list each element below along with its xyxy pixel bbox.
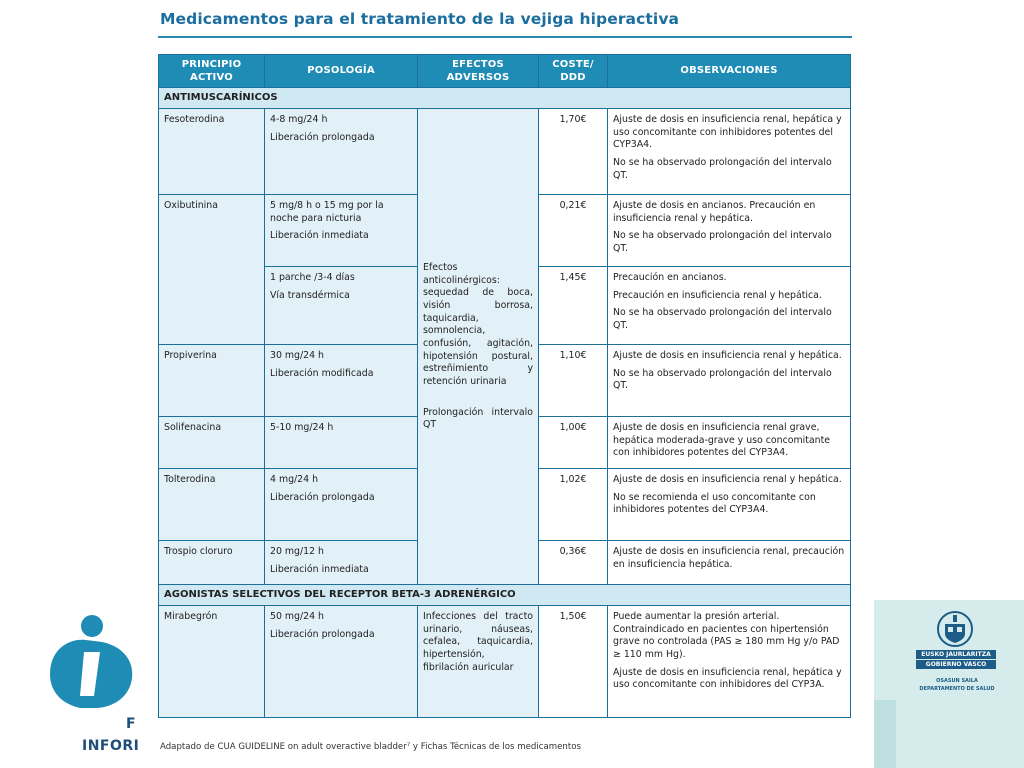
dose-line: Liberación prolongada [270, 628, 375, 640]
dose-cell [265, 469, 418, 541]
page-title: Medicamentos para el tratamiento de la vejiga hiperactiva [160, 10, 680, 28]
dose-cell [265, 541, 418, 585]
drug-name: Trospio cloruro [159, 541, 265, 585]
observation-line: No se ha observado prolongación del intervalo QT. [613, 157, 832, 181]
government-name-line: GOBIERNO VASCO [916, 660, 996, 669]
cost-cell: 1,70€ [539, 109, 608, 195]
observation-line: Puede aumentar la presión arterial. Contraindicado en pacientes con hipertensión grave no controlada (PAS ≥ 180 mm Hg y/o PAD ≥ 110 mm Hg). [613, 611, 840, 661]
section-label: AGONISTAS SELECTIVOS DEL RECEPTOR BETA-3 ADRENÉRGICO [159, 585, 851, 606]
observations-cell [608, 417, 851, 469]
dose-line: Liberación prolongada [270, 131, 375, 143]
dose-cell [265, 267, 418, 345]
table-row [159, 606, 851, 718]
shared-adverse-effects [418, 109, 539, 585]
effects-text: Infecciones del tracto urinario, náuseas, cefalea, taquicardia, hipertensión, fibrilación auricular [423, 611, 533, 673]
info-logo-icon [40, 612, 140, 708]
dose-line: Vía transdérmica [270, 289, 350, 301]
header-observaciones: OBSERVACIONES [608, 55, 851, 88]
observations-cell [608, 541, 851, 585]
observation-line: No se ha observado prolongación del intervalo QT. [613, 367, 832, 392]
header-principio-activo: PRINCIPIO ACTIVO [159, 55, 265, 88]
dose-line: Liberación inmediata [270, 230, 369, 242]
table-header-row [159, 55, 851, 88]
dose-cell [265, 417, 418, 469]
info-logo-text: INFORI [82, 738, 140, 754]
dose-cell [265, 195, 418, 267]
drug-name: Oxibutinina [159, 195, 265, 345]
title-rule [158, 36, 852, 38]
observation-line: Ajuste de dosis en ancianos. Precaución en insuficiencia renal y hepática. [613, 200, 816, 224]
drug-name: Propiverina [159, 345, 265, 417]
info-logo-letter: F [126, 716, 136, 732]
source-note: Adaptado de CUA GUIDELINE on adult overactive bladder⁷ y Fichas Técnicas de los medicamentos [160, 742, 581, 752]
cost-cell: 1,50€ [539, 606, 608, 718]
section-row [159, 88, 851, 109]
dose-cell [265, 109, 418, 195]
section-label: ANTIMUSCARÍNICOS [159, 88, 851, 109]
section-row [159, 585, 851, 606]
coat-of-arms-icon [936, 610, 974, 648]
observations-cell [608, 195, 851, 267]
observation-line: Ajuste de dosis en insuficiencia renal, hepática y uso concomitante con inhibidores del CYP3A. [613, 666, 842, 691]
dose-line: 20 mg/12 h [270, 546, 325, 557]
dose-line: 50 mg/24 h [270, 611, 325, 622]
cost-cell: 0,21€ [539, 195, 608, 267]
observation-line: Ajuste de dosis en insuficiencia renal, precaución en insuficiencia hepática. [613, 546, 845, 570]
dose-cell [265, 345, 418, 417]
observation-line: No se ha observado prolongación del intervalo QT. [613, 307, 832, 332]
government-name-line: EUSKO JAURLARITZA [916, 650, 996, 659]
observations-cell [608, 267, 851, 345]
observations-cell [608, 109, 851, 195]
effects-text: Prolongación intervalo QT [423, 406, 533, 431]
observation-line: Precaución en ancianos. [613, 272, 727, 283]
medication-table [158, 54, 851, 718]
cost-cell: 1,00€ [539, 417, 608, 469]
header-posologia: POSOLOGÍA [265, 55, 418, 88]
dose-line: 5 mg/8 h o 15 mg por la noche para nicturia [270, 200, 384, 224]
observation-line: Ajuste de dosis en insuficiencia renal y hepática. [613, 350, 842, 361]
drug-name: Tolterodina [159, 469, 265, 541]
table-row [159, 109, 851, 195]
panel-shade [874, 700, 896, 768]
observation-line: Ajuste de dosis en insuficiencia renal y hepática. [613, 474, 842, 485]
cost-cell: 1,02€ [539, 469, 608, 541]
effects-text: Efectos anticolinérgicos: sequedad de boca, visión borrosa, taquicardia, somnolencia, confusión, agitación, hipotensión postural, estreñimiento y retención urinaria [423, 261, 533, 388]
dose-line: 30 mg/24 h [270, 350, 325, 361]
dose-cell [265, 606, 418, 718]
dose-line: 4 mg/24 h [270, 474, 319, 485]
observation-line: Ajuste de dosis en insuficiencia renal, hepática y uso concomitante con inhibidores potentes del CYP3A4. [613, 114, 842, 151]
dose-line: Liberación modificada [270, 367, 374, 379]
observation-line: No se ha observado prolongación del intervalo QT. [613, 230, 832, 255]
drug-name: Solifenacina [159, 417, 265, 469]
observations-cell [608, 606, 851, 718]
dose-line: Liberación prolongada [270, 491, 375, 503]
observation-line: Precaución en insuficiencia renal y hepática. [613, 289, 822, 301]
drug-name: Mirabegrón [159, 606, 265, 718]
dose-line: Liberación inmediata [270, 563, 369, 575]
dose-line: 5-10 mg/24 h [270, 422, 334, 433]
drug-name: Fesoterodina [159, 109, 265, 195]
dose-line: 1 parche /3-4 días [270, 272, 355, 283]
cost-cell: 1,10€ [539, 345, 608, 417]
cost-cell: 1,45€ [539, 267, 608, 345]
adverse-effects-cell [418, 606, 539, 718]
observation-line: Ajuste de dosis en insuficiencia renal grave, hepática moderada-grave y uso concomitante con inhibidores potentes del CYP3A4. [613, 422, 831, 459]
department-name-line: DEPARTAMENTO DE SALUD [919, 686, 995, 692]
header-efectos-adversos: EFECTOS ADVERSOS [418, 55, 539, 88]
header-coste-ddd: COSTE/ DDD [539, 55, 608, 88]
cost-cell: 0,36€ [539, 541, 608, 585]
observations-cell [608, 469, 851, 541]
observation-line: No se recomienda el uso concomitante con inhibidores potentes del CYP3A4. [613, 491, 816, 516]
department-name-line: OSASUN SAILA [936, 678, 978, 684]
observations-cell [608, 345, 851, 417]
dose-line: 4-8 mg/24 h [270, 114, 328, 125]
